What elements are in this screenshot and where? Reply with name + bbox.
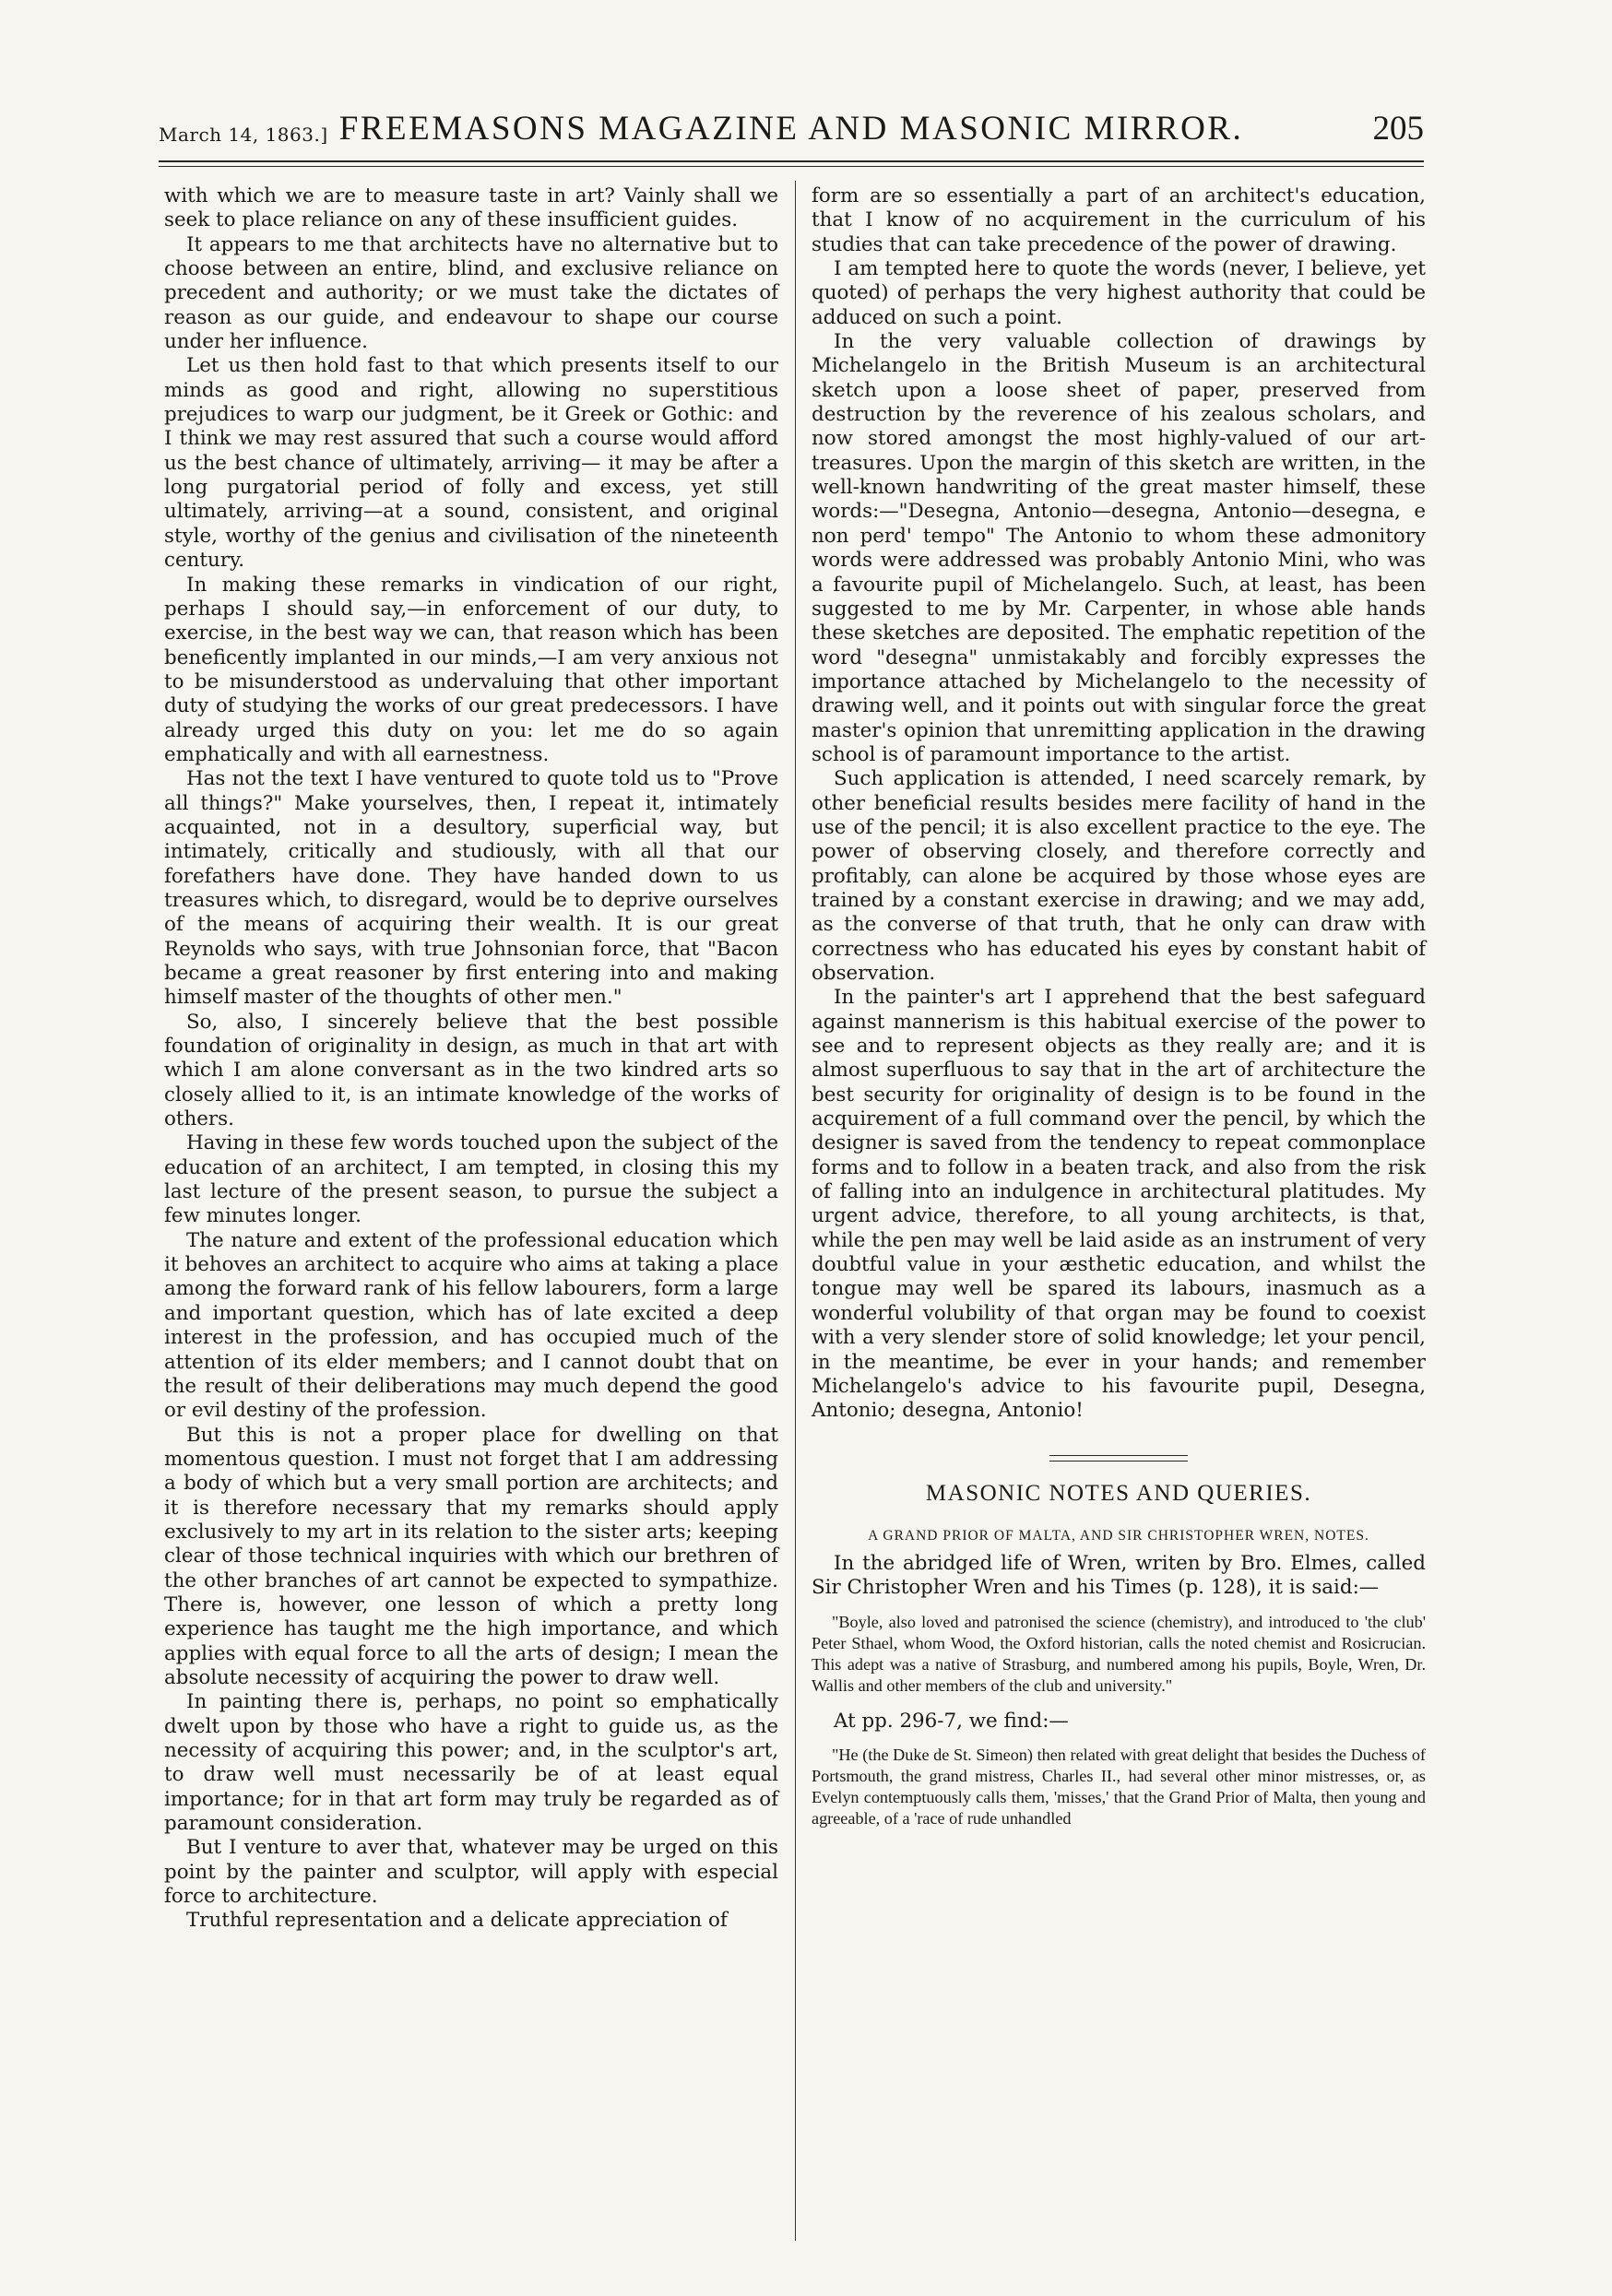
paragraph: But this is not a proper place for dwelling on that momentous question. I must not forget that I am addressing a body of which but a very small portion are architects; and it is therefore necessary that my remarks should apply exclusively to my art in its relation to the sister arts; keeping clear of those technical inquiries with which our brethren of the other branches of art cannot be expected to sympathize. There is, however, one lesson of which a pretty long experience has taught me the high importance, and which applies with equal force to all the arts of design; I mean the absolute necessity of acquiring the power to draw well.	[164, 1423, 778, 1689]
block-quote	[812, 1612, 1426, 1697]
paragraph: It appears to me that architects have no alternative but to choose between an entire, blind, and exclusive reliance on precedent and authority; or we must take the dictates of reason as our guide, and endeavour to shape our course under her influence.	[164, 232, 778, 354]
section-separator	[1049, 1455, 1188, 1462]
page-number: 205	[1372, 110, 1424, 148]
publication-title: FREEMASONS MAGAZINE AND MASONIC MIRROR.	[338, 110, 1244, 148]
quote-text: "Boyle, also loved and patronised the science (chemistry), and introduced to 'the club' Peter Sthael, whom Wood, the Oxford historian, calls the noted chemist and Rosicrucian. This adept was a native of Strasburg, and numbered among his pupils, Boyle, Wren, Dr. Wallis and other members of the club and university."	[812, 1612, 1426, 1695]
paragraph: At pp. 296-7, we find:—	[834, 1709, 1069, 1733]
paragraph: But I venture to aver that, whatever may be urged on this point by the painter and sculptor, will apply with especial force to architecture.	[164, 1836, 778, 1909]
section-title: MASONIC NOTES AND QUERIES.	[925, 1480, 1312, 1506]
left-column	[164, 184, 778, 1934]
paragraph: In painting there is, perhaps, no point so emphatically dwelt upon by those who have a right to guide us, as the necessity of acquiring this power; and, in the sculptor's art, to draw well must necessarily be of at least equal importance; for in that art form may truly be regarded as of paramount consideration.	[164, 1690, 778, 1836]
paragraph: Such application is attended, I need scarcely remark, by other beneficial results besides mere facility of hand in the use of the pencil; it is also excellent practice to the eye. The power of observing closely, and therefore correctly and profitably, can alone be acquired by those whose eyes are trained by a constant exercise in drawing; and we may add, as the converse of that truth, that he only can draw with correctness who has educated his eyes by constant habit of observation.	[812, 767, 1426, 985]
issue-date: March 14, 1863.]	[159, 124, 328, 146]
paragraph: In making these remarks in vindication of our right, perhaps I should say,—in enforcement of our duty, to exercise, in the best way we can, that reason which has been beneficently implanted in our minds,—I am very anxious not to be misunderstood as undervaluing that other important duty of studying the works of our great predecessors. I have already urged this duty on you: let me do so again emphatically and with all earnestness.	[164, 573, 778, 766]
paragraph: with which we are to measure taste in art? Vainly shall we seek to place reliance on any of these insufficient guides.	[164, 184, 778, 232]
paragraph: The nature and extent of the professional education which it behoves an architect to acquire who aims at taking a place among the forward rank of his fellow labourers, form a large and important question, which has of late excited a deep interest in the profession, and has occupied much of the attention of its elder members; and I cannot doubt that on the result of their deliberations may much depend the good or evil destiny of the profession.	[164, 1228, 778, 1423]
paragraph: So, also, I sincerely believe that the best possible foundation of originality in design, as much in that art with which I am alone conversant as in the two kindred arts so closely allied to it, is an intimate knowledge of the works of others.	[164, 1010, 778, 1131]
right-column	[812, 184, 1426, 1842]
block-quote	[812, 1745, 1426, 1829]
paragraph: In the painter's art I apprehend that the best safeguard against mannerism is this habitual exercise of the power to see and to represent objects as they really are; and it is almost superfluous to say that in the art of architecture the best security for originality of design is to be found in the acquirement of a full command over the pencil, by which the designer is saved from the tendency to repeat commonplace forms and to follow in a beaten track, and also from the risk of falling into an indulgence in architectural platitudes. My urgent advice, therefore, to all young architects, is that, while the pen may well be laid aside as an instrument of very doubtful value in your æsthetic education, and whilst the tongue may well be spared its labours, inasmuch as a wonderful volubility of that organ may be found to coexist with a very slender store of solid knowledge; let your pencil, in the meantime, be ever in your hands; and remember Michelangelo's advice to his favourite pupil, Desegna, Antonio; desegna, Antonio!	[812, 986, 1426, 1423]
quote-text: "He (the Duke de St. Simeon) then related with great delight that besides the Duchess of Portsmouth, the grand mistress, Charles II., had several other minor mistresses, or, as Evelyn contemptuously calls them, 'misses,' that the Grand Prior of Malta, then young and agreeable, of a 'race of rude unhandled	[812, 1745, 1426, 1828]
paragraph: I am tempted here to quote the words (never, I believe, yet quoted) of perhaps the very highest authority that could be adduced on such a point.	[812, 257, 1426, 329]
column-divider	[795, 181, 796, 2241]
paragraph: Let us then hold fast to that which presents itself to our minds as good and right, allowing no superstitious prejudices to warp our judgment, be it Greek or Gothic: and I think we may rest assured that such a course would afford us the best chance of ultimately, arriving— it may be after a long purgatorial period of folly and excess, yet still ultimately, arriving—at a sound, consistent, and original style, worthy of the genius and civilisation of the nineteenth century.	[164, 354, 778, 573]
paragraph: In the abridged life of Wren, writen by Bro. Elmes, called Sir Christopher Wren and his Times (p. 128), it is said:—	[812, 1551, 1426, 1600]
paragraph: Has not the text I have ventured to quote told us to "Prove all things?" Make yourselves, then, I repeat it, intimately acquainted, not in a desultory, superficial way, but intimately, critically and studiously, with all that our forefathers have done. They have handed down to us treasures which, to disregard, would be to deprive ourselves of the means of acquiring their wealth. It is our great Reynolds who says, with true Johnsonian force, that "Bacon became a great reasoner by first entering into and making himself master of the thoughts of other men."	[164, 767, 778, 1010]
paragraph: Having in these few words touched upon the subject of the education of an architect, I am tempted, in closing this my last lecture of the present season, to pursue the subject a few minutes longer.	[164, 1131, 778, 1228]
article-subheading: A GRAND PRIOR OF MALTA, AND SIR CHRISTOPHER WREN, NOTES.	[868, 1527, 1369, 1544]
header-rule	[159, 160, 1424, 162]
paragraph: Truthful representation and a delicate appreciation of	[186, 1909, 728, 1933]
paragraph: form are so essentially a part of an architect's education, that I know of no acquirement in the curriculum of his studies that can take precedence of the power of drawing.	[812, 184, 1426, 256]
paragraph: In the very valuable collection of drawings by Michelangelo in the British Museum is an architectural sketch upon a loose sheet of paper, preserved from destruction by the reverence of his zealous scholars, and now stored amongst the most highly-valued of our art-treasures. Upon the margin of this sketch are written, in the well-known handwriting of the great master himself, these words:—"Desegna, Antonio—desegna, Antonio—desegna, e non perd' tempo" The Antonio to whom these admonitory words were addressed was probably Antonio Mini, who was a favourite pupil of Michelangelo. Such, at least, has been suggested to me by Mr. Carpenter, in whose able hands these sketches are deposited. The emphatic repetition of the word "desegna" unmistakably and forcibly expresses the importance attached by Michelangelo to the necessity of drawing well, and it points out with singular force the great master's opinion that unremitting application in the drawing school is of paramount importance to the artist.	[812, 330, 1426, 766]
masthead	[159, 103, 1424, 155]
header-rule-thin	[159, 166, 1424, 167]
